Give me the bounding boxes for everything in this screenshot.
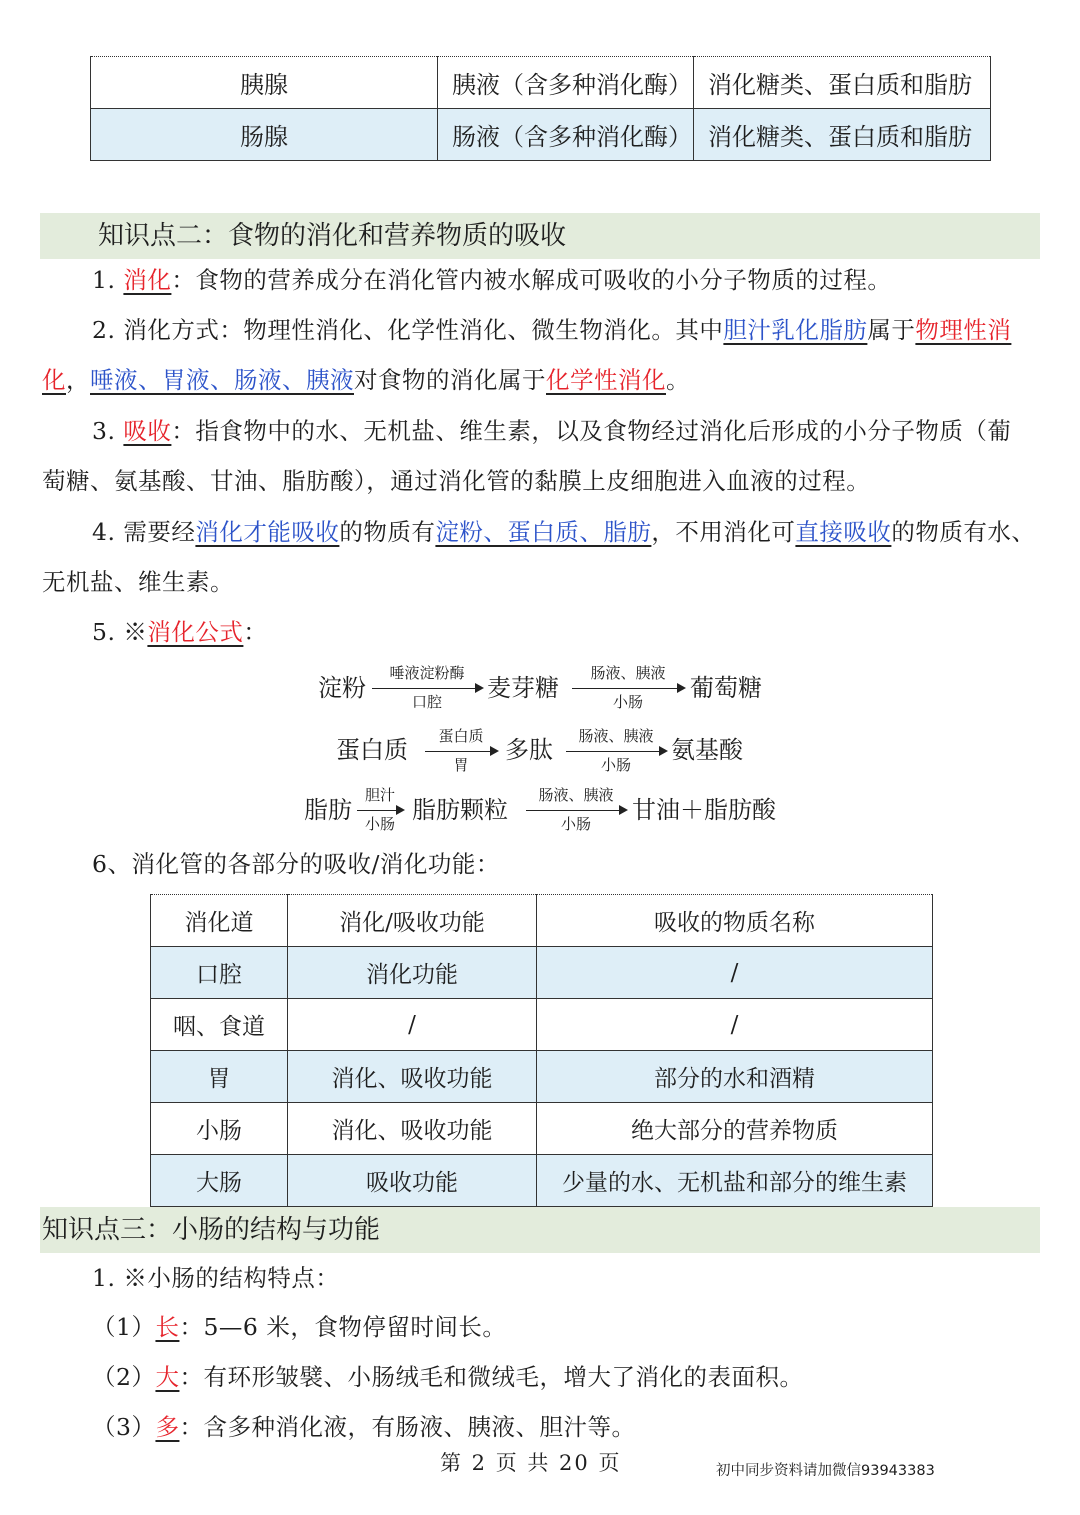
section-heading: 知识点二：食物的消化和营养物质的吸收 — [40, 213, 1040, 259]
keyword: 消化公式 — [147, 618, 244, 646]
paragraph-4-cont: 无机盐、维生素。 — [42, 568, 234, 596]
paragraph-5 — [92, 615, 267, 649]
keyword: 淀粉、蛋白质、脂肪 — [435, 518, 652, 546]
text: 2. 消化方式：物理性消化、化学性消化、微生物消化。其中 — [92, 316, 724, 344]
keyword: 消化 — [123, 266, 172, 294]
text: ， — [66, 366, 90, 394]
table-row — [91, 109, 991, 161]
arrow-label-top: 唾液淀粉酶 — [389, 664, 465, 682]
arrow-label-top: 蛋白质 — [438, 727, 484, 745]
table-cell: 口腔 — [151, 947, 288, 999]
keyword: 直接吸收 — [795, 518, 892, 546]
text: 对食物的消化属于 — [354, 366, 546, 394]
paragraph-2-cont — [42, 363, 690, 397]
arrow-label-top: 肠液、胰液 — [538, 786, 614, 804]
arrow-label-top: 胆汁 — [364, 786, 395, 804]
formula-term: 脂肪颗粒 — [412, 796, 508, 824]
arrow-label-bottom: 小肠 — [560, 815, 591, 833]
keyword: 消化才能吸收 — [195, 518, 340, 546]
text: ：5—6 米，食物停留时间长。 — [179, 1313, 507, 1341]
gland-cell: 肠腺 — [91, 109, 438, 161]
keyword: 唾液、胃液、肠液、胰液 — [90, 366, 354, 394]
arrow-icon — [425, 751, 497, 752]
gland-table — [90, 56, 991, 161]
list-item — [92, 1410, 635, 1444]
arrow-label-bottom: 口腔 — [411, 693, 442, 711]
table-row — [151, 1051, 933, 1103]
text: ：含多种消化液，有肠液、胰液、胆汁等。 — [179, 1413, 636, 1441]
formula-term: 蛋白质 — [336, 736, 408, 764]
keyword: 化 — [42, 366, 66, 394]
table-row — [151, 1103, 933, 1155]
item-number: 1. — [92, 266, 116, 294]
keyword: 化学性消化 — [546, 366, 666, 394]
table-cell: 胃 — [151, 1051, 288, 1103]
item-number: （3） — [92, 1413, 156, 1441]
keyword: 长 — [155, 1313, 180, 1341]
table-cell: 消化功能 — [288, 947, 537, 999]
column-header: 吸收的物质名称 — [537, 895, 933, 947]
paragraph-4 — [92, 515, 1035, 549]
arrow-icon — [372, 688, 482, 689]
table-header-row — [151, 895, 933, 947]
section-heading: 知识点三：小肠的结构与功能 — [40, 1207, 1040, 1253]
formula-term: 甘油＋脂肪酸 — [632, 796, 776, 824]
page-number: 第 2 页 共 20 页 — [440, 1451, 622, 1475]
formula-term: 麦芽糖 — [487, 674, 559, 702]
formula-term: 多肽 — [505, 736, 553, 764]
paragraph-1 — [92, 263, 891, 297]
table-cell: 少量的水、无机盐和部分的维生素 — [537, 1155, 933, 1207]
keyword: 胆汁乳化脂肪 — [723, 316, 868, 344]
list-item — [92, 1360, 803, 1394]
paragraph-6: 6、消化管的各部分的吸收/消化功能： — [92, 850, 500, 878]
table-row — [151, 1155, 933, 1207]
list-item — [92, 1310, 506, 1344]
table-row — [91, 57, 991, 109]
formula-term: 葡萄糖 — [690, 674, 762, 702]
function-cell: 消化糖类、蛋白质和脂肪 — [694, 109, 991, 161]
text: 5. ※ — [92, 618, 148, 646]
item-number: 3. — [92, 417, 116, 445]
text: ：指食物中的水、无机盐、维生素，以及食物经过消化后形成的小分子物质（葡 — [171, 417, 1012, 445]
text: ，不用消化可 — [651, 518, 796, 546]
text: 的物质有水、 — [891, 518, 1036, 546]
table-cell: / — [288, 999, 537, 1051]
juice-cell: 肠液（含多种消化酶） — [438, 109, 694, 161]
table-cell: 消化、吸收功能 — [288, 1103, 537, 1155]
arrow-label-bottom: 小肠 — [600, 756, 631, 774]
arrow-icon — [566, 751, 666, 752]
arrow-label-bottom: 胃 — [453, 756, 469, 774]
digestive-tract-table — [150, 894, 933, 1207]
formula-term: 淀粉 — [318, 674, 366, 702]
table-cell: 大肠 — [151, 1155, 288, 1207]
paragraph-3-cont: 萄糖、氨基酸、甘油、脂肪酸），通过消化管的黏膜上皮细胞进入血液的过程。 — [42, 467, 871, 495]
table-cell: 部分的水和酒精 — [537, 1051, 933, 1103]
watermark: 初中同步资料请加微信93943383 — [716, 1463, 935, 1479]
table-row — [151, 999, 933, 1051]
table-cell: 绝大部分的营养物质 — [537, 1103, 933, 1155]
formula-term: 脂肪 — [304, 796, 352, 824]
table-cell: 小肠 — [151, 1103, 288, 1155]
column-header: 消化道 — [151, 895, 288, 947]
keyword: 多 — [155, 1413, 180, 1441]
item-number: （1） — [92, 1313, 156, 1341]
table-cell: 消化、吸收功能 — [288, 1051, 537, 1103]
text: 的物质有 — [339, 518, 436, 546]
function-cell: 消化糖类、蛋白质和脂肪 — [694, 57, 991, 109]
table-cell: 咽、食道 — [151, 999, 288, 1051]
text: ：食物的营养成分在消化管内被水解成可吸收的小分子物质的过程。 — [171, 266, 892, 294]
juice-cell: 胰液（含多种消化酶） — [438, 57, 694, 109]
arrow-label-top: 肠液、胰液 — [590, 664, 666, 682]
gland-cell: 胰腺 — [91, 57, 438, 109]
keyword: 物理性消 — [915, 316, 1012, 344]
column-header: 消化/吸收功能 — [288, 895, 537, 947]
text: 4. 需要经 — [92, 518, 196, 546]
arrow-label-bottom: 小肠 — [364, 815, 395, 833]
arrow-label-top: 肠液、胰液 — [578, 727, 654, 745]
paragraph-1: 1. ※小肠的结构特点： — [92, 1264, 340, 1292]
text: 。 — [666, 366, 690, 394]
table-cell: / — [537, 947, 933, 999]
text: ：有环形皱襞、小肠绒毛和微绒毛，增大了消化的表面积。 — [179, 1363, 804, 1391]
keyword: 大 — [155, 1363, 180, 1391]
text: ： — [243, 618, 268, 646]
paragraph-2 — [92, 313, 1011, 347]
arrow-icon — [572, 688, 684, 689]
table-cell: 吸收功能 — [288, 1155, 537, 1207]
formula-term: 氨基酸 — [671, 736, 743, 764]
table-cell: / — [537, 999, 933, 1051]
arrow-icon — [526, 810, 626, 811]
paragraph-3 — [92, 414, 1011, 448]
text: 属于 — [867, 316, 916, 344]
item-number: （2） — [92, 1363, 156, 1391]
keyword: 吸收 — [123, 417, 172, 445]
arrow-icon — [357, 810, 403, 811]
table-row — [151, 947, 933, 999]
arrow-label-bottom: 小肠 — [612, 693, 643, 711]
